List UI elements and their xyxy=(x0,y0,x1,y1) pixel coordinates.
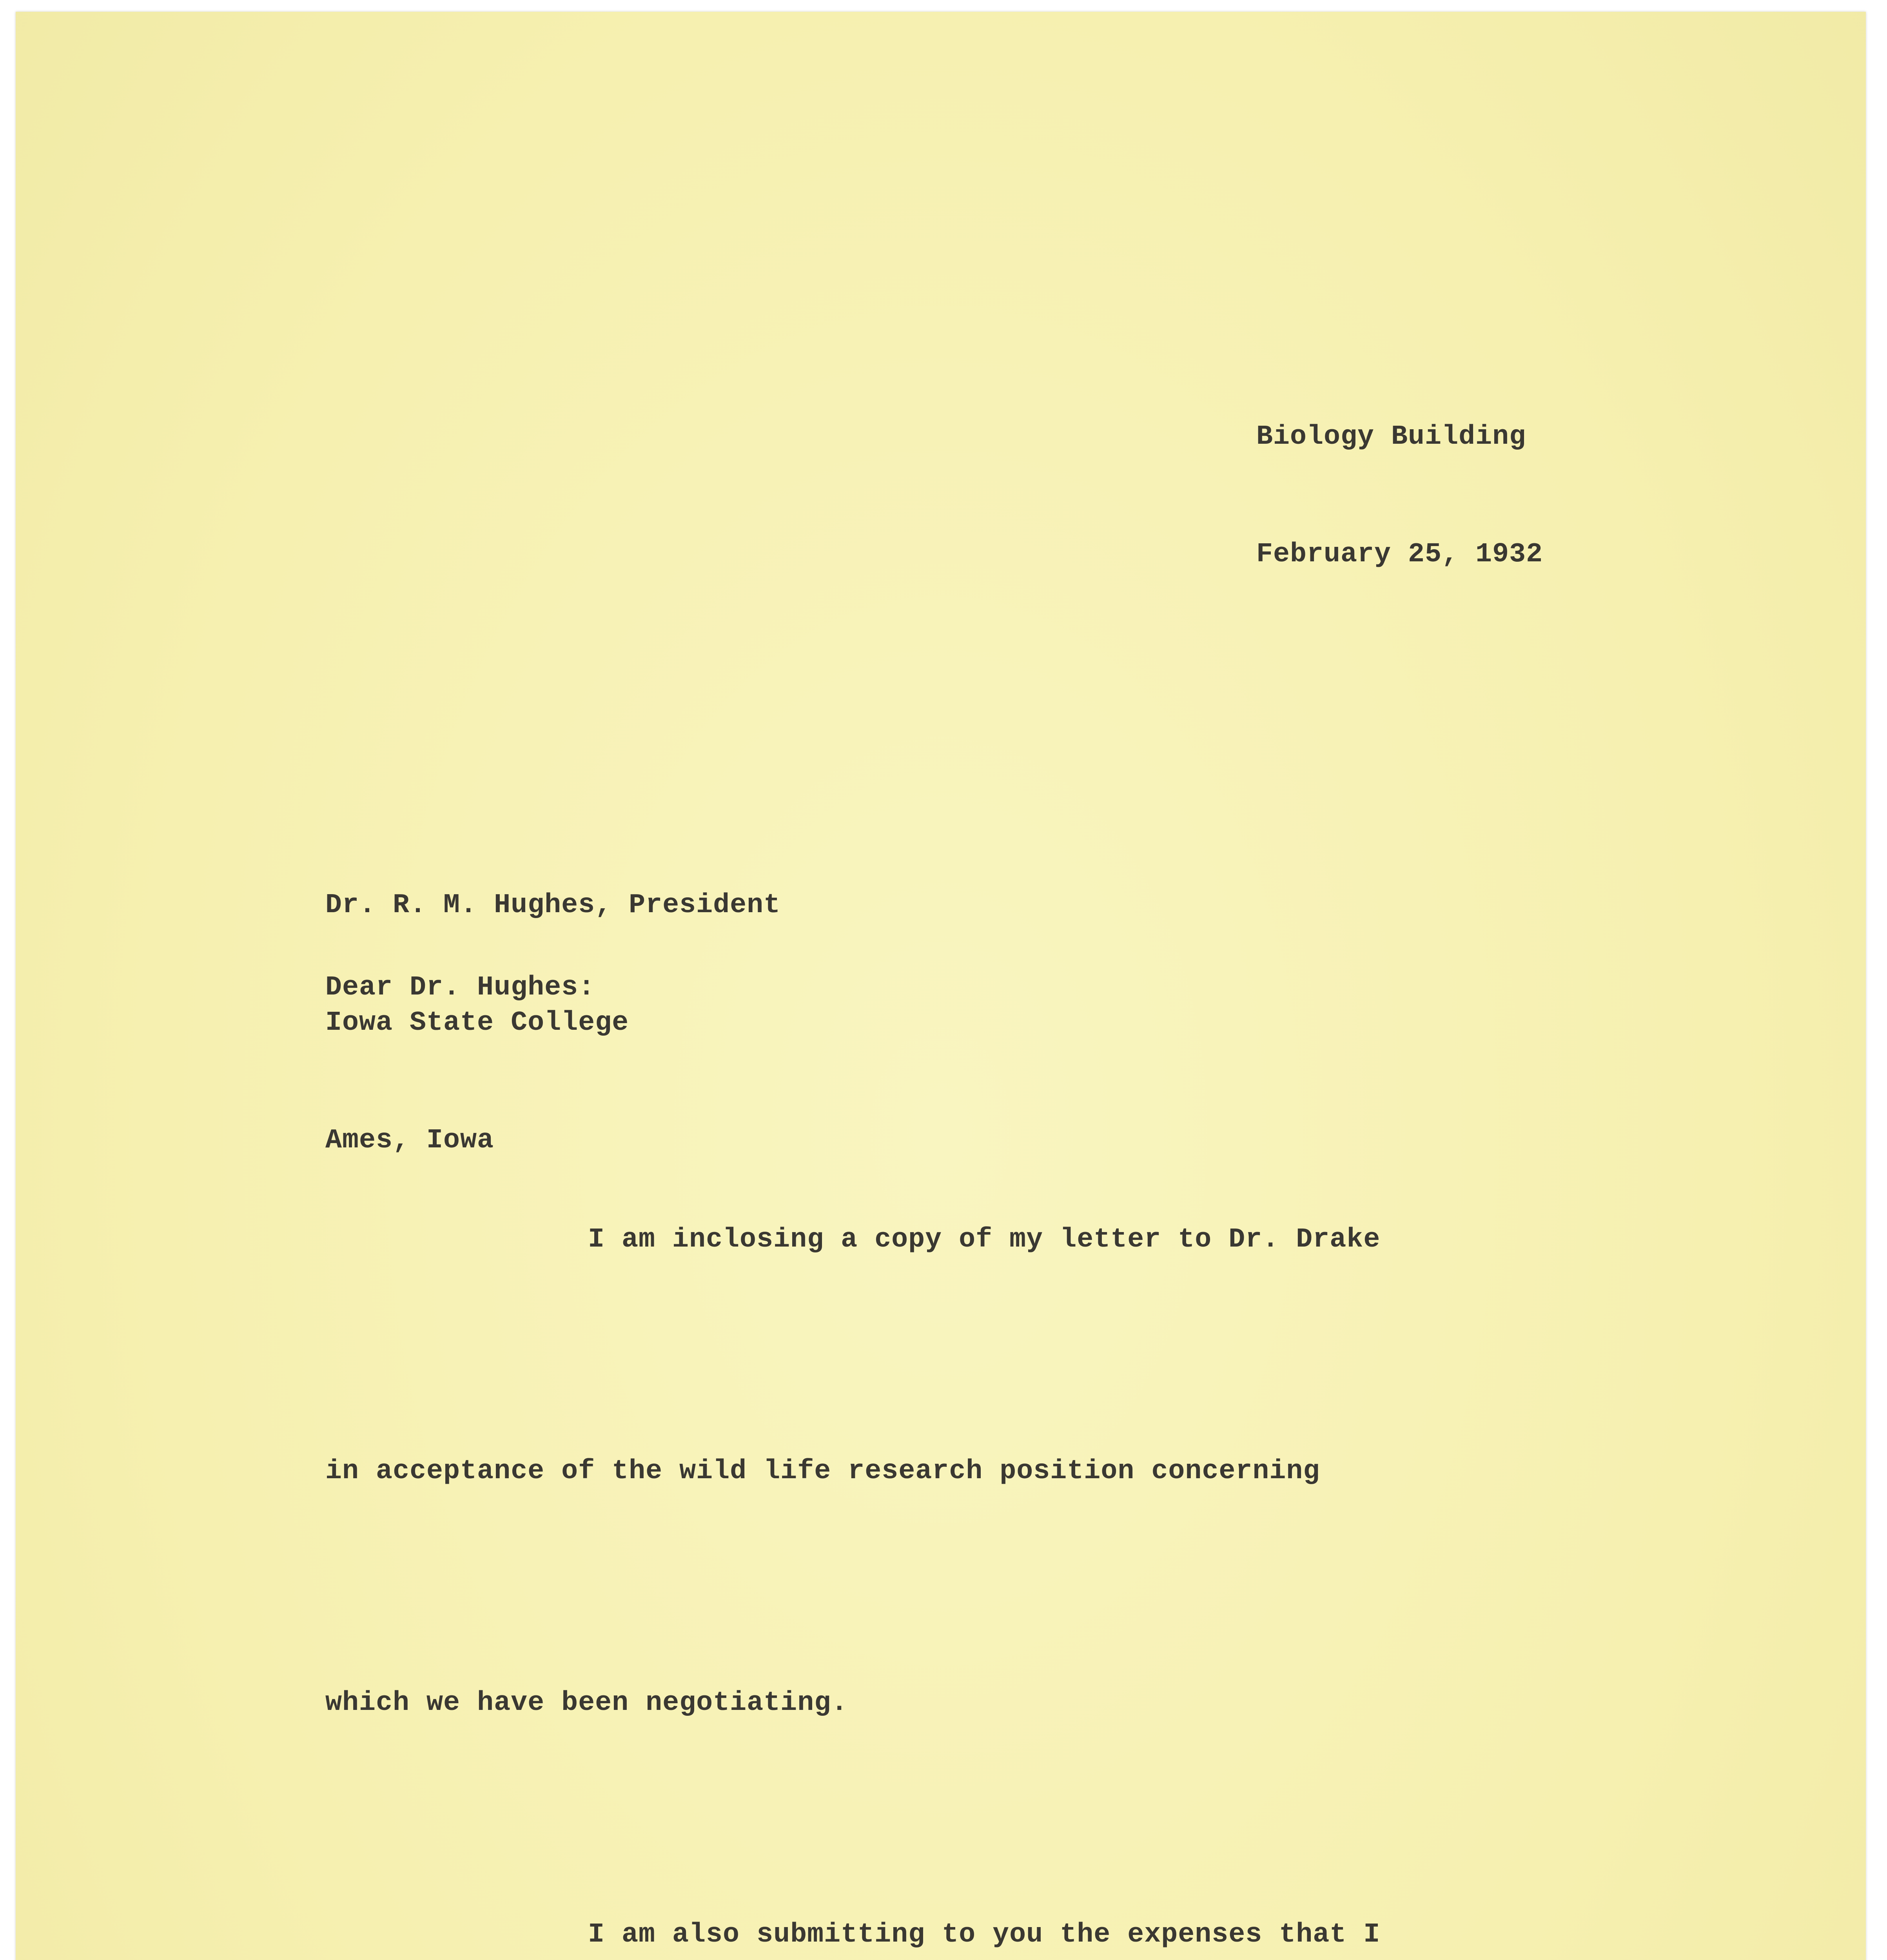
sender-place: Biology Building xyxy=(1256,421,1526,452)
letter-heading xyxy=(1256,339,1543,653)
body-line: I am inclosing a copy of my letter to Dr. Drake xyxy=(588,1224,1381,1255)
recipient-city: Ames, Iowa xyxy=(325,1125,494,1156)
letter-body xyxy=(325,1047,1397,1960)
letter-date: February 25, 1932 xyxy=(1256,539,1543,570)
recipient-institution: Iowa State College xyxy=(325,1007,629,1038)
body-line: which we have been negotiating. xyxy=(325,1688,848,1719)
recipient-name: Dr. R. M. Hughes, President xyxy=(325,890,781,921)
body-line: I am also submitting to you the expenses that I xyxy=(588,1919,1381,1950)
salutation: Dear Dr. Hughes: xyxy=(325,972,595,1003)
body-line: in acceptance of the wild life research position concerning xyxy=(325,1456,1320,1487)
letter-page xyxy=(16,12,1866,1960)
